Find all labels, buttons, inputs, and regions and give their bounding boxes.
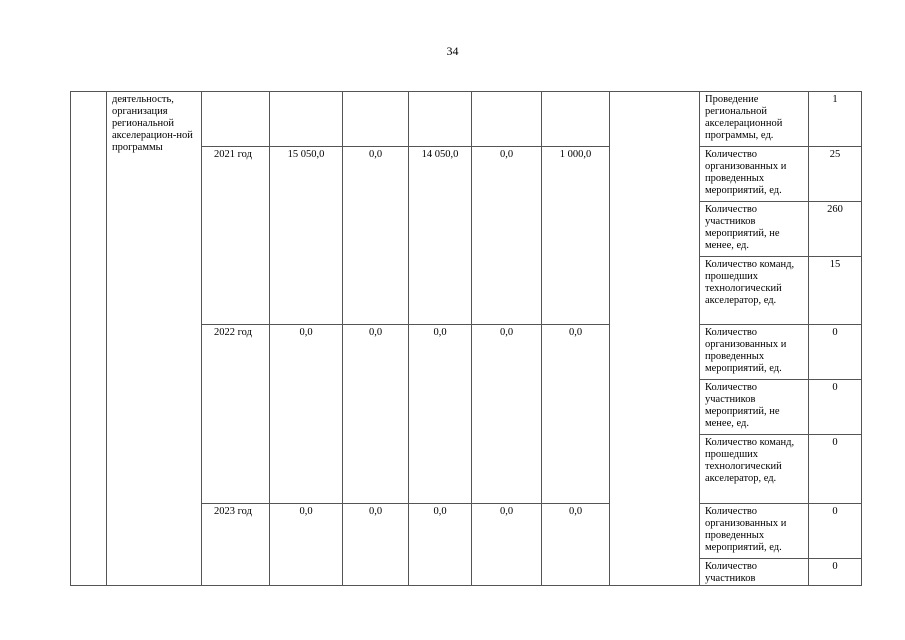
total-2022: 0,0 (299, 327, 313, 338)
indicator-value: 1 (832, 94, 838, 105)
page-number: 34 (446, 44, 459, 58)
value3-2022: 0,0 (499, 327, 514, 338)
value2-2021: 14 050,0 (421, 149, 459, 160)
value2-2022: 0,0 (433, 327, 447, 338)
indicator-text: Количество участников мероприятий, не менее, ед. (705, 204, 780, 251)
value4-2021: 1 000,0 (559, 149, 592, 160)
indicator-value: 25 (829, 149, 841, 160)
value1-2021: 0,0 (368, 149, 383, 160)
value1-2023: 0,0 (368, 506, 383, 517)
indicator-value: 0 (832, 561, 838, 572)
indicator-text: Количество команд, прошедших технологический акселератор, ед. (705, 437, 795, 484)
value4-2023: 0,0 (568, 506, 583, 517)
value2-2023: 0,0 (433, 506, 447, 517)
activity-description: деятельность, организация региональной акселерацион-ной программы (112, 94, 193, 153)
total-2023: 0,0 (299, 506, 313, 517)
year-label-2021: 2021 год (214, 149, 252, 160)
indicator-value: 0 (832, 437, 838, 448)
value4-2022: 0,0 (568, 327, 583, 338)
indicator-text: Количество участников мероприятий, не менее, ед. (705, 382, 780, 429)
indicator-value: 15 (829, 259, 841, 270)
indicator-value: 0 (832, 382, 838, 393)
indicator-value: 260 (827, 204, 843, 215)
year-label-2022: 2022 год (214, 327, 252, 338)
indicator-text: Проведение региональной акселерационной программы, ед. (705, 94, 783, 141)
indicator-text: Количество организованных и проведенных мероприятий, ед. (705, 149, 787, 196)
total-2021: 15 050,0 (287, 149, 325, 160)
indicator-text: Количество организованных и проведенных мероприятий, ед. (705, 327, 787, 374)
indicator-text: Количество организованных и проведенных мероприятий, ед. (705, 506, 787, 553)
indicator-text: Количество команд, прошедших технологический акселератор, ед. (705, 259, 795, 306)
indicator-value: 0 (832, 327, 838, 338)
indicator-text: Количество участников (705, 561, 758, 584)
value3-2023: 0,0 (499, 506, 514, 517)
value1-2022: 0,0 (368, 327, 383, 338)
year-label-2023: 2023 год (214, 506, 252, 517)
indicator-value: 0 (832, 506, 838, 517)
value3-2021: 0,0 (499, 149, 514, 160)
